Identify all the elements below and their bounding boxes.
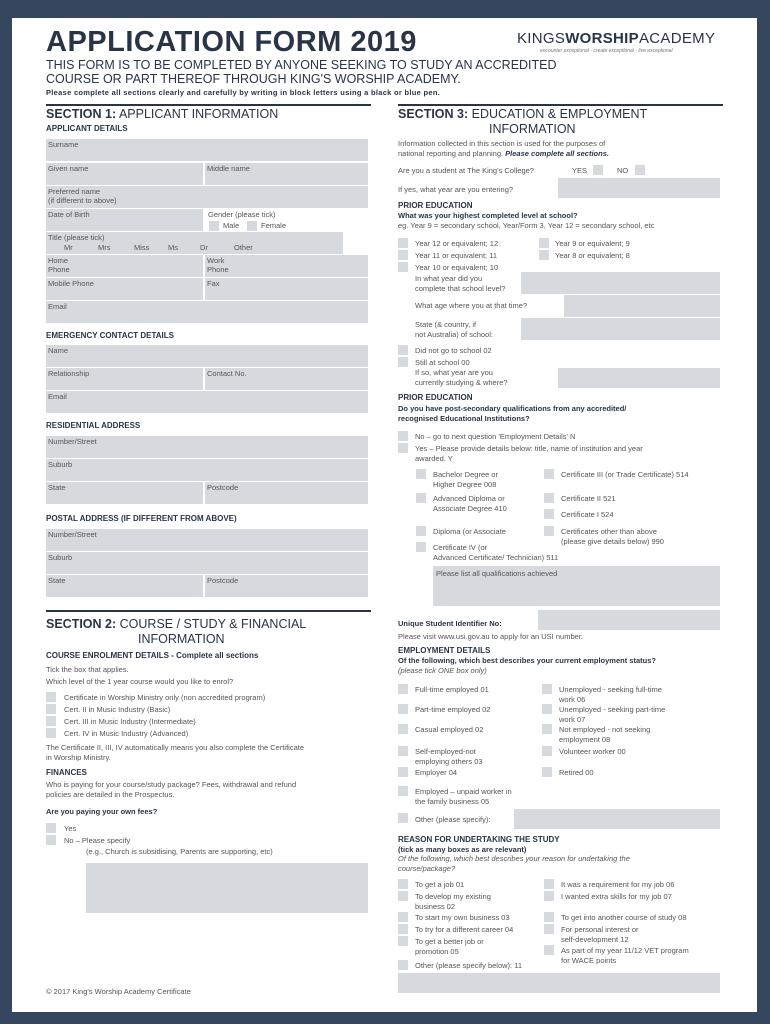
mobile-phone-field[interactable]: Mobile Phone [46,278,203,300]
not-employed-checkbox[interactable] [542,724,552,734]
reason-tick-note: (tick as many boxes as are relevant) [398,845,527,854]
certificate4-label: Certificate IV (or Advanced Certificate/ Technician) 511 [433,543,559,562]
employer-label: Employer 04 [415,768,458,777]
relationship-field[interactable]: Relationship [46,368,203,390]
reason-start-business-checkbox[interactable] [398,912,408,922]
yes-qualifications-label: Yes – Please provide details below: title, name of institution and year awarded. Y [415,444,643,463]
post-secondary-question: Do you have post-secondary qualifications from any accredited/ recognised Educational Institutions? [398,404,627,423]
title-other-label: Other [234,243,253,252]
other-employment-label: Other (please specify): [415,815,491,824]
residential-address-heading: RESIDENTIAL ADDRESS [46,421,141,430]
certificate1-label: Certificate I 524 [561,510,614,519]
reason-personal-interest-label: For personal interest or self-development 12 [561,925,639,944]
own-fees-yes-checkbox[interactable] [46,823,56,833]
title-other-checkbox[interactable] [220,243,230,253]
year11-checkbox[interactable] [398,250,408,260]
title-mrs-label: Mrs [98,243,111,252]
usi-note: Please visit www.usi.gov.au to apply for an USI number. [398,632,583,641]
reason-personal-interest-checkbox[interactable] [544,924,554,934]
unpaid-worker-checkbox[interactable] [398,786,408,796]
employment-details-heading: EMPLOYMENT DETAILS [398,646,491,655]
own-fees-no-checkbox[interactable] [46,835,56,845]
residential-suburb-field[interactable]: Suburb [46,459,368,481]
reason-vet-program-label: As part of my year 11/12 VET program for WACE points [561,946,689,965]
current-study-label: If so, what year are you currently studying & where? [415,368,508,387]
form-title: APPLICATION FORM 2019 [46,26,417,58]
title-dr-checkbox[interactable] [186,243,196,253]
which-level-text: Which level of the 1 year course would you like to enrol? [46,677,234,686]
course-cert3-checkbox[interactable] [46,716,56,726]
still-at-school-checkbox[interactable] [398,357,408,367]
finances-text: Who is paying for your course/study package? Fees, withdrawal and refund policies are detailed in the Prospectus. [46,780,297,799]
fees-specify-field[interactable] [86,863,368,913]
self-employed-checkbox[interactable] [398,746,408,756]
usi-field[interactable] [538,610,720,630]
section3-heading-line2: INFORMATION [489,122,576,136]
section1-heading: SECTION 1: APPLICANT INFORMATION [46,107,279,121]
school-state-field[interactable] [521,318,720,340]
section3-heading: SECTION 3: EDUCATION & EMPLOYMENT [398,107,648,121]
unemployed-part-time-checkbox[interactable] [542,704,552,714]
certificate-note: The Certificate II, III, IV automatically means you also complete the Certificate in Worship Ministry. [46,743,305,762]
gender-label: Gender (please tick) [208,210,276,219]
female-checkbox[interactable] [247,221,257,231]
bachelor-degree-checkbox[interactable] [416,469,426,479]
certificate2-label: Certificate II 521 [561,494,616,503]
completion-year-label: In what year did you complete that school level? [415,274,506,293]
reason-develop-business-checkbox[interactable] [398,891,408,901]
section3-rule [398,104,723,106]
section2-rule [46,610,371,612]
reason-another-course-label: To get into another course of study 08 [561,913,687,922]
not-employed-label: Not employed - not seeking employment 08 [559,725,651,744]
full-time-label: Full-time employed 01 [415,685,489,694]
volunteer-label: Volunteer worker 00 [559,747,626,756]
certificate2-checkbox[interactable] [544,493,554,503]
qualifications-list-field[interactable]: Please list all qualifications achieved [433,566,720,606]
female-label: Female [261,221,287,230]
prior-education-heading: PRIOR EDUCATION [398,201,473,210]
part-time-label: Part-time employed 02 [415,705,491,714]
middle-name-field[interactable]: Middle name [205,163,368,185]
year10-label: Year 10 or equivalent; 10 [415,263,499,272]
year11-label: Year 11 or equivalent; 11 [415,251,498,260]
emergency-name-field[interactable]: Name [46,345,368,367]
age-at-completion-label: What age where you at that time? [415,301,528,310]
course-cert2-label: Cert. II in Music Industry (Basic) [64,705,171,714]
emergency-contact-heading: EMERGENCY CONTACT DETAILS [46,331,175,340]
tick-applies-text: Tick the box that applies. [46,665,129,674]
title-dr-label: Dr [200,243,208,252]
contact-no-field[interactable]: Contact No. [205,368,368,390]
reason-get-job-checkbox[interactable] [398,879,408,889]
year9-checkbox[interactable] [539,238,549,248]
section1-rule [46,104,371,106]
emergency-email-field[interactable]: Email [46,391,368,413]
year8-label: Year 8 or equivalent; 8 [555,251,630,260]
self-employed-label: Self-employed-not employing others 03 [415,747,483,766]
kings-student-no-checkbox[interactable] [635,165,645,175]
reason-job-requirement-checkbox[interactable] [544,879,554,889]
unemployed-part-time-label: Unemployed - seeking part-time work 07 [559,705,666,724]
reason-different-career-checkbox[interactable] [398,924,408,934]
year12-label: Year 12 or equivalent; 12 [415,239,499,248]
unemployed-full-time-label: Unemployed - seeking full-time work 06 [559,685,662,704]
prior-education-heading-2: PRIOR EDUCATION [398,393,473,402]
residential-postcode-field[interactable]: Postcode [205,482,368,504]
reason-better-job-checkbox[interactable] [398,936,408,946]
kings-student-yes-checkbox[interactable] [593,165,603,175]
postal-street-field[interactable]: Number/Street [46,529,368,551]
reason-another-course-checkbox[interactable] [544,912,554,922]
form-instruction: Please complete all sections clearly and carefully by writing in block letters using a black or blue pen. [46,88,441,97]
advanced-diploma-label: Advanced Diploma or Associate Degree 410 [433,494,507,513]
employer-checkbox[interactable] [398,767,408,777]
casual-label: Casual employed 02 [415,725,484,734]
reason-different-career-label: To try for a different career 04 [415,925,514,934]
course-cert4-label: Cert. IV in Music Industry (Advanced) [64,729,189,738]
given-name-field[interactable]: Given name [46,163,203,185]
diploma-label: Diploma (or Associate [433,527,506,536]
kings-student-yes-label: YES [572,166,588,175]
title-mr-label: Mr [64,243,73,252]
reason-job-requirement-label: It was a requirement for my job 06 [561,880,675,889]
year10-checkbox[interactable] [398,262,408,272]
course-cert-worship-label: Certificate in Worship Ministry only (non accredited program) [64,693,266,702]
logo-tagline: encounter exceptional · create exceptional · live exceptional [540,48,673,54]
casual-checkbox[interactable] [398,724,408,734]
diploma-checkbox[interactable] [416,526,426,536]
course-cert4-checkbox[interactable] [46,728,56,738]
finances-heading: FINANCES [46,768,87,777]
unemployed-full-time-checkbox[interactable] [542,684,552,694]
section2-heading-line2: INFORMATION [138,632,225,646]
certificate1-checkbox[interactable] [544,509,554,519]
course-enrolment-heading: COURSE ENROLMENT DETAILS - Complete all sections [46,651,259,660]
own-fees-question: Are you paying your own fees? [46,807,158,816]
title-miss-label: Miss [134,243,150,252]
own-fees-example: (e.g., Church is subsidising, Parents are supporting, etc) [86,847,273,856]
kings-student-no-label: NO [617,166,629,175]
reason-start-business-label: To start my own business 03 [415,913,510,922]
title-mr-checkbox[interactable] [50,243,60,253]
title-miss-checkbox[interactable] [120,243,130,253]
home-phone-field[interactable]: Home Phone [46,255,203,277]
application-form-page [12,18,757,1012]
title-field: Title (please tick) [46,232,343,254]
date-of-birth-field[interactable]: Date of Birth [46,209,203,231]
full-time-checkbox[interactable] [398,684,408,694]
residential-state-field[interactable]: State [46,482,203,504]
unpaid-worker-label: Employed – unpaid worker in the family business 05 [415,787,512,806]
usi-label: Unique Student Identifier No: [398,619,502,628]
year9-label: Year 9 or equivalent; 9 [555,239,630,248]
own-fees-no-label: No – Please specify [64,836,131,845]
male-label: Male [223,221,240,230]
current-study-field[interactable] [558,368,720,388]
employment-tick-note: (please tick ONE box only) [398,666,487,675]
postal-state-field[interactable]: State [46,575,203,597]
certificate3-checkbox[interactable] [544,469,554,479]
surname-field[interactable]: Surname [46,139,368,161]
fax-field[interactable]: Fax [205,278,368,300]
year8-checkbox[interactable] [539,250,549,260]
other-certificates-checkbox[interactable] [544,526,554,536]
retired-label: Retired 00 [559,768,594,777]
certificate4-checkbox[interactable] [416,542,426,552]
school-state-label: State (& country, if not Australia) of school: [415,320,493,339]
section2-heading: SECTION 2: COURSE / STUDY & FINANCIAL [46,617,307,631]
no-qualifications-label: No – go to next question 'Employment Details' N [415,432,576,441]
reason-other-field[interactable] [398,973,720,993]
reason-other-checkbox[interactable] [398,960,408,970]
footer-copyright: © 2017 King's Worship Academy Certificate [46,987,191,996]
highest-level-question: What was your highest completed level at school? [398,211,578,220]
reason-other-label: Other (please specify below): 11 [415,961,522,970]
retired-checkbox[interactable] [542,767,552,777]
kings-student-question: Are you a student at The King's College? [398,166,534,175]
year-entering-label: If yes, what year are you entering? [398,185,514,194]
did-not-go-checkbox[interactable] [398,345,408,355]
year-example: eg. Year 9 = secondary school, Year/Form 3, Year 12 = secondary school, etc [398,221,655,230]
yes-qualifications-checkbox[interactable] [398,443,408,453]
section3-intro: Information collected in this section is used for the purposes of national reporting and planning. Please complete all sections. [398,139,609,158]
course-cert2-checkbox[interactable] [46,704,56,714]
email-field[interactable]: Email [46,301,368,323]
male-checkbox[interactable] [209,221,219,231]
other-employment-checkbox[interactable] [398,813,408,823]
reason-heading: REASON FOR UNDERTAKING THE STUDY [398,835,560,844]
reason-question: Of the following, which best describes your reason for undertaking the course/package? [398,854,630,873]
title-ms-label: Ms [168,243,178,252]
part-time-checkbox[interactable] [398,704,408,714]
reason-develop-business-label: To develop my existing business 02 [415,892,491,911]
completion-year-field[interactable] [521,272,720,294]
bachelor-degree-label: Bachelor Degree or Higher Degree 008 [433,470,499,489]
title-ms-checkbox[interactable] [154,243,164,253]
postal-postcode-field[interactable]: Postcode [205,575,368,597]
postal-address-heading: POSTAL ADDRESS (IF DIFFERENT FROM ABOVE) [46,514,237,523]
reason-extra-skills-checkbox[interactable] [544,891,554,901]
preferred-name-field[interactable]: Preferred name (if different to above) [46,186,368,208]
reason-vet-program-checkbox[interactable] [544,945,554,955]
academy-logo: KINGSWORSHIPACADEMY [517,30,716,47]
certificate3-label: Certificate III (or Trade Certificate) 514 [561,470,689,479]
residential-street-field[interactable]: Number/Street [46,436,368,458]
course-cert3-label: Cert. III in Music Industry (Intermediate) [64,717,196,726]
employment-question: Of the following, which best describes your current employment status? [398,656,656,665]
still-at-school-label: Still at school 00 [415,358,470,367]
other-certificates-label: Certificates other than above (please give details below) 990 [561,527,664,546]
postal-suburb-field[interactable]: Suburb [46,552,368,574]
reason-better-job-label: To get a better job or promotion 05 [415,937,484,956]
did-not-go-label: Did not go to school 02 [415,346,492,355]
own-fees-yes-label: Yes [64,824,77,833]
course-cert-worship-checkbox[interactable] [46,692,56,702]
year12-checkbox[interactable] [398,238,408,248]
advanced-diploma-checkbox[interactable] [416,493,426,503]
applicant-details-heading: APPLICANT DETAILS [46,124,128,133]
other-employment-field[interactable] [514,809,720,829]
age-at-completion-field[interactable] [564,295,720,317]
title-mrs-checkbox[interactable] [84,243,94,253]
form-subtitle: THIS FORM IS TO BE COMPLETED BY ANYONE SEEKING TO STUDY AN ACCREDITED COURSE OR PART THEREOF THROUGH KING'S WORSHIP ACADEMY. [46,58,557,86]
volunteer-checkbox[interactable] [542,746,552,756]
work-phone-field[interactable]: Work Phone [205,255,368,277]
no-qualifications-checkbox[interactable] [398,431,408,441]
year-entering-field[interactable] [558,178,720,198]
reason-extra-skills-label: I wanted extra skills for my job 07 [561,892,672,901]
reason-get-job-label: To get a job 01 [415,880,465,889]
